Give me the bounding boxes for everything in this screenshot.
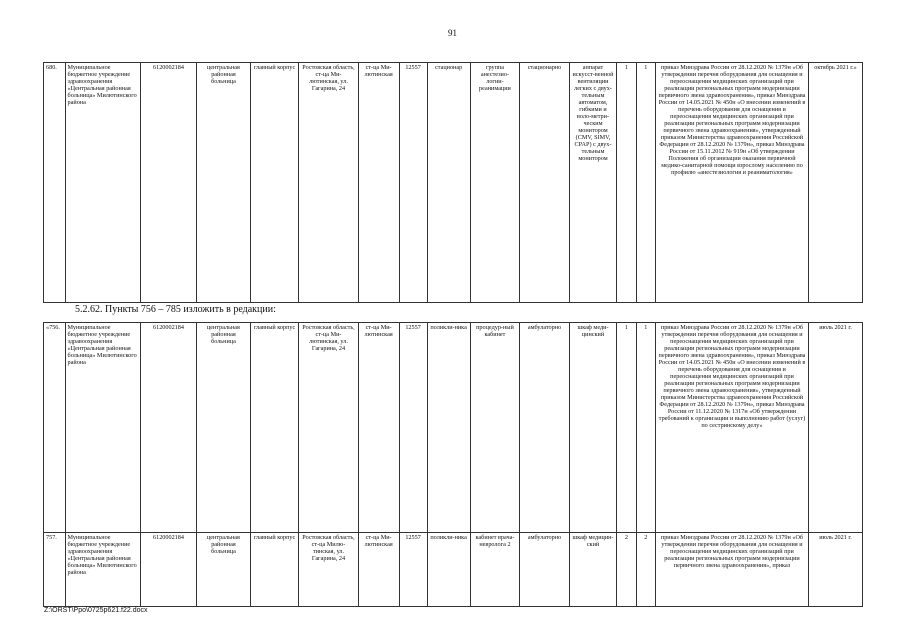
date: июль 2021 г. <box>809 533 863 607</box>
address: Ростовская область, ст-ца Милю-тинская, ул. Гагарина, 24 <box>299 533 358 607</box>
quantity-1: 1 <box>617 323 636 533</box>
address: Ростовская область, ст-ца Ми-лютинская, ул. Гагарина, 24 <box>299 323 358 533</box>
equipment: шкаф меди-цинский <box>569 323 616 533</box>
department: стационар <box>427 63 470 303</box>
condition: амбулаторно <box>520 323 570 533</box>
table-new-edition <box>43 322 863 607</box>
section-heading: 5.2.62. Пункты 756 – 785 изложить в редакции: <box>75 304 276 315</box>
date: июль 2021 г. <box>809 323 863 533</box>
code: 12557 <box>399 323 427 533</box>
condition: стационарно <box>520 63 570 303</box>
legal-basis: приказ Минздрава России от 28.12.2020 № 1379н «Об утверждении перечня оборудования для оснащения и переоснащения медицинских организаций при реализации региональных программ модернизации первичного звена здравоохранения», приказ <box>655 533 808 607</box>
quantity-1: 1 <box>617 63 636 303</box>
unit: центральная районная больница <box>197 63 251 303</box>
address: Ростовская область, ст-ца Ми-лютинская, ул. Гагарина, 24 <box>299 63 358 303</box>
settlement: ст-ца Ми-лютинская <box>358 323 399 533</box>
condition: амбулаторно <box>520 533 570 607</box>
quantity-1: 2 <box>617 533 636 607</box>
legal-basis: приказ Минздрава России от 28.12.2020 № 1379н «Об утверждении перечня оборудования для оснащения и переоснащения медицинских организаций при реализации региональных программ модернизации первичного звена здравоохранения», приказ Минздрава России от 14.05.2021 № 450н «О внесении изменений в перечень оборудования для оснащения и переоснащения медицинских организаций при реализации региональных программ модернизации первичного звена здравоохранения», утвержденный приказом Министерства здравоохранения Российской Федерации от 28.12.2020 № 1379н», приказ Минздрава России от 15.11.2012 № 919н «Об утверждении Положения об организации оказания первичной медико-санитарной помощи взрослому населению по профилю «анестезиология и реаниматология» <box>655 63 808 303</box>
quantity-2: 1 <box>636 63 655 303</box>
unit: центральная районная больница <box>197 323 251 533</box>
table-continued <box>43 62 863 303</box>
unit: центральная районная больница <box>197 533 251 607</box>
table-row <box>44 533 863 607</box>
organization: Муниципальное бюджетное учреждение здравоохранения «Центральная районная больница» Милютинского района <box>65 533 140 607</box>
quantity-2: 2 <box>636 533 655 607</box>
settlement: ст-ца Ми-лютинская <box>358 63 399 303</box>
footer-file-path: Z:\ORST\Ppo\0725p621.f22.docx <box>44 607 148 614</box>
inn: 6120002184 <box>140 323 196 533</box>
page-number: 91 <box>448 28 457 38</box>
organization: Муниципальное бюджетное учреждение здравоохранения «Центральная районная больница» Милютинского района <box>65 63 140 303</box>
department: поликли-ника <box>427 323 470 533</box>
room: кабинет врача-невролога 2 <box>470 533 520 607</box>
organization: Муниципальное бюджетное учреждение здравоохранения «Центральная районная больница» Милютинского района <box>65 323 140 533</box>
building: главный корпус <box>250 323 298 533</box>
table-row <box>44 63 863 303</box>
table-row <box>44 323 863 533</box>
quantity-2: 1 <box>636 323 655 533</box>
equipment: аппарат искусст-венной вентиляции легких с двух-тельным автоматом, гибкими и воло-метри-ческим монитором (CMV, SIMV, CPAP) с двух-тельным монитором <box>569 63 616 303</box>
building: главный корпус <box>250 533 298 607</box>
date: октябрь 2021 г.» <box>809 63 863 303</box>
code: 12557 <box>399 533 427 607</box>
row-number: «756. <box>44 323 66 533</box>
settlement: ст-ца Ми-лютинская <box>358 533 399 607</box>
room: процедур-ный кабинет <box>470 323 520 533</box>
room: группа анестезио-логии-реанимации <box>470 63 520 303</box>
building: главный корпус <box>250 63 298 303</box>
row-number: 680. <box>44 63 66 303</box>
equipment: шкаф медицин-ский <box>569 533 616 607</box>
legal-basis: приказ Минздрава России от 28.12.2020 № 1379н «Об утверждении перечня оборудования для оснащения и переоснащения медицинских организаций при реализации региональных программ модернизации первичного звена здравоохранения», приказ Минздрава России от 14.05.2021 № 450н «О внесении изменений в перечень оборудования для оснащения и переоснащения медицинских организаций при реализации региональных программ модернизации первичного звена здравоохранения», утвержденный приказом Министерства здравоохранения Российской Федерации от 28.12.2020 № 1379н», приказ Минздрава России от 11.12.2020 № 1317н «Об утверждении требований к организации и выполнению работ (услуг) по сестринскому делу» <box>655 323 808 533</box>
department: поликли-ника <box>427 533 470 607</box>
inn: 6120002184 <box>140 533 196 607</box>
code: 12557 <box>399 63 427 303</box>
inn: 6120002184 <box>140 63 196 303</box>
row-number: 757. <box>44 533 66 607</box>
